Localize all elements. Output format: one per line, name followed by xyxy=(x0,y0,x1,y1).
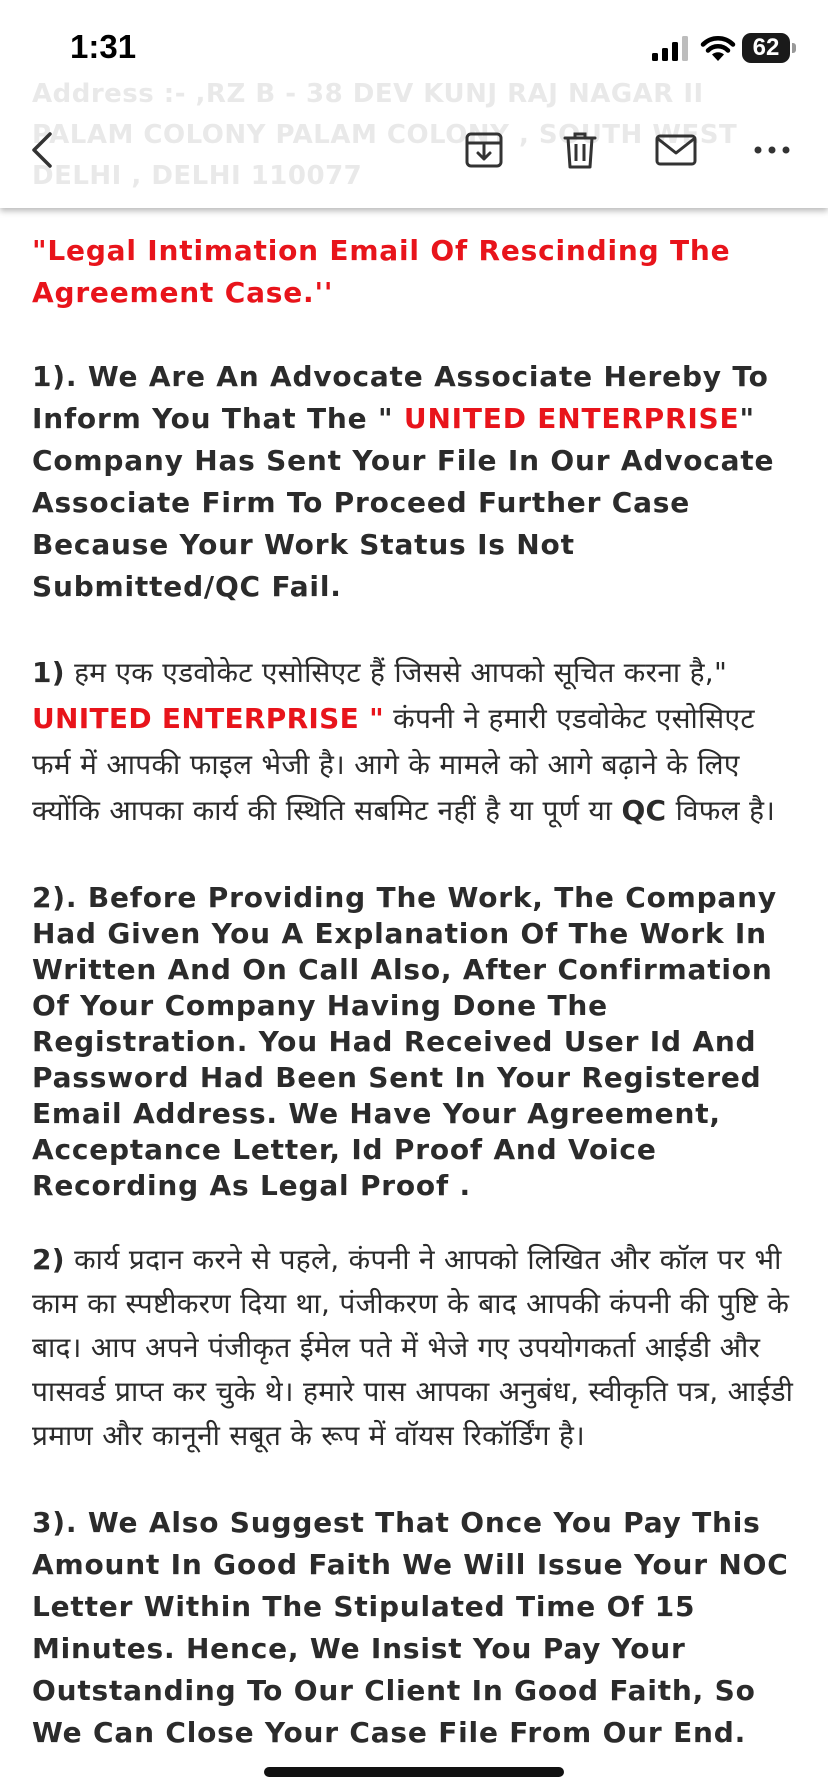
company-name-hindi: UNITED ENTERPRISE " xyxy=(32,702,384,735)
status-time: 1:31 xyxy=(70,28,137,65)
home-indicator[interactable] xyxy=(264,1767,564,1777)
mail-button[interactable] xyxy=(650,124,702,176)
mail-icon xyxy=(654,128,698,172)
faded-address-text: Address :- ,RZ B - 38 DEV KUNJ RAJ NAGAR II PALAM COLONY PALAM COLONY , SOUTH WEST DELHI , DELHI 110077 xyxy=(32,79,738,191)
p1-hi-qc: QC xyxy=(621,794,667,827)
email-body xyxy=(32,230,802,1754)
battery-icon: 62 xyxy=(742,33,790,63)
paragraph-1-english xyxy=(32,356,802,608)
paragraph-1-hindi xyxy=(32,650,802,834)
p1-en-after: " Company Has Sent Your File In Our Advocate Associate Firm To Proceed Further Case Because Your Work Status Is Not Submitted/QC Fail. xyxy=(32,402,775,603)
paragraph-2-english: 2). Before Providing The Work, The Company Had Given You A Explanation Of The Work In Written And On Call Also, After Confirmation Of Your Company Having Done The Registration. You Had Received User Id And Password Had Been Sent In Your Registered Email Address. We Have Your Agreement, Acceptance Letter, Id Proof And Voice Recording As Legal Proof . xyxy=(32,881,777,1202)
delete-button[interactable] xyxy=(554,124,606,176)
p2-hi-number: 2) xyxy=(32,1243,65,1276)
back-icon xyxy=(22,128,66,172)
back-button[interactable] xyxy=(18,124,70,176)
p1-hi-after-b: विफल है। xyxy=(666,794,776,827)
p1-en-before: 1). We Are An Advocate Associate Hereby To Inform You That The " xyxy=(32,360,769,435)
p1-hi-number: 1) xyxy=(32,656,65,689)
p2-hi-text: कार्य प्रदान करने से पहले, कंपनी ने आपको लिखित और कॉल पर भी काम का स्पष्टीकरण दिया था, पंजीकरण के बाद आपकी कंपनी की पुष्टि के बाद। आप अपने पंजीकृत ईमेल पते में भेजे गए उपयोगकर्ता आईडी और पासवर्ड प्राप्त कर चुके थे। हमारे पास आपका अनुबंध, स्वीकृति पत्र, आईडी प्रमाण और कानूनी सबूत के रूप में वॉयस रिकॉर्डिंग है। xyxy=(32,1243,794,1452)
p1-hi-before: हम एक एडवोकेट एसोसिएट हैं जिससे आपको सूचित करना है," xyxy=(64,656,728,689)
cellular-signal-icon xyxy=(652,36,690,61)
paragraph-3-english: 3). We Also Suggest That Once You Pay This Amount In Good Faith We Will Issue Your NOC Letter Within The Stipulated Time Of 15 Minutes. Hence, We Insist You Pay Your Outstanding To Our Client In Good Faith, So We Can Close Your Case File From Our End. xyxy=(32,1506,789,1749)
company-name: UNITED ENTERPRISE xyxy=(403,402,740,435)
trash-icon xyxy=(558,128,602,172)
wifi-icon xyxy=(700,34,736,62)
p1-hi-after-a: कंपनी ने हमारी एडवोकेट एसोसिएट फर्म में आपकी फाइल भेजी है। आगे के मामले को आगे बढ़ाने के लिए क्योंकि आपका कार्य की स्थिति सबमिट नहीं है या पूर्ण या xyxy=(32,702,755,827)
email-title: "Legal Intimation Email Of Rescinding The Agreement Case.'' xyxy=(32,234,731,309)
paragraph-2-hindi xyxy=(32,1238,802,1458)
more-icon xyxy=(750,128,794,172)
archive-icon xyxy=(462,128,506,172)
status-bar xyxy=(0,0,828,100)
archive-button[interactable] xyxy=(458,124,510,176)
more-button[interactable] xyxy=(746,124,798,176)
